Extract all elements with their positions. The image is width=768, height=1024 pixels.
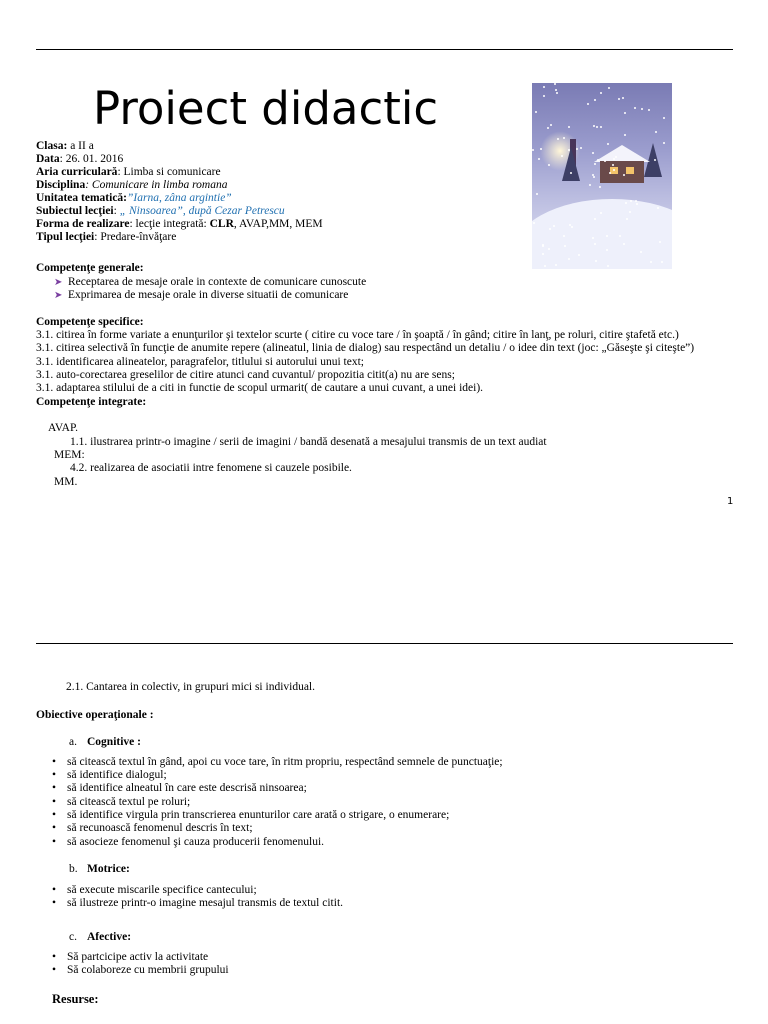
snowflake [595, 260, 597, 262]
snowflake [648, 109, 650, 111]
snowflake [659, 241, 661, 243]
competenta-generala-item: ➤ Receptarea de mesaje orale in contexte de comunicare cunoscute [54, 276, 367, 288]
resurse-heading: Resurse: [52, 992, 99, 1006]
snowflake [619, 235, 621, 237]
snowflake [533, 222, 535, 224]
snowflake [635, 200, 637, 202]
snowflake [618, 98, 620, 100]
snowflake [626, 218, 628, 220]
snowflake [589, 184, 591, 186]
snowflake [563, 235, 565, 237]
snowflake [650, 261, 652, 263]
snowflake [593, 125, 595, 127]
snowflake [624, 112, 626, 114]
cognitive-item: • să identifice dialogul; [52, 769, 167, 782]
motrice-letter: b. [69, 863, 78, 875]
cognitive-item: • să identifice virgula prin transcrierea enunturilor care arată o strigare, o enumerare; [52, 809, 449, 822]
mem-label: MEM: [54, 449, 85, 461]
snowflake [623, 243, 625, 245]
info-data: Data: 26. 01. 2016 [36, 153, 124, 165]
snowflake [629, 211, 631, 213]
motrice-item: • să ilustreze printr-o imagine mesajul transmis de textul citit. [52, 897, 343, 910]
snowflake [657, 207, 659, 209]
motrice-item: • să execute miscarile specifice cantecului; [52, 884, 257, 897]
snowflake [543, 86, 545, 88]
snowflake [564, 245, 566, 247]
snowflake [563, 137, 565, 139]
snowflake [571, 226, 573, 228]
snowflake [580, 147, 582, 149]
snowflake [661, 261, 663, 263]
info-unitatea: Unitatea tematică:”Iarna, zâna argintie” [36, 192, 232, 204]
competenta-specifica-item: 3.1. citirea selectivă în funcţie de anumite repere (alineatul, linia de dialog) sau respectând un detaliu / o idee din text (joc: „Găseşte şi citeşte”) [36, 342, 695, 354]
snowflake [568, 149, 570, 151]
obiective-heading: Obiective operaţionale : [36, 709, 154, 721]
snowflake [600, 212, 602, 214]
snowflake [556, 92, 558, 94]
competenta-specifica-item: 3.1. identificarea alineatelor, paragrafelor, titlului si autorului unui text; [36, 356, 364, 368]
snowflake [548, 164, 550, 166]
cognitive-item: • să citească textul în gând, apoi cu voce tare, în ritm propriu, respectând semnele de punctuaţie; [52, 756, 503, 769]
snowflake [612, 164, 614, 166]
info-subiectul: Subiectul lecţiei: „ Ninsoarea”, după Cezar Petrescu [36, 205, 285, 217]
snowflake [594, 99, 596, 101]
avap-item: 1.1. ilustrarea printr-o imagine / serii de imagini / bandă desenată a mesajului transmis de un text audiat [70, 436, 547, 448]
snowflake [594, 163, 596, 165]
snowflake [576, 148, 578, 150]
competenta-specifica-item: 3.1. adaptarea stilului de a citi in functie de scopul urmarit( de cautare a unui cuvant, a unei idei). [36, 382, 484, 394]
snowflake [606, 249, 608, 251]
snowflake [548, 248, 550, 250]
snowflake [593, 176, 595, 178]
cognitive-item: • să identifice alneatul în care este descrisă ninsoarea; [52, 782, 307, 795]
snowflake [594, 218, 596, 220]
competente-integrate-heading: Competenţe integrate: [36, 396, 147, 408]
lesson-info [36, 140, 516, 244]
snowflake [630, 200, 632, 202]
page-number: 1 [727, 496, 734, 507]
cognitive-item: • să citească textul pe roluri; [52, 796, 190, 809]
snowflake [604, 160, 606, 162]
snowflake [615, 156, 617, 158]
info-clasa: Clasa: a II a [36, 140, 94, 152]
snowflake [622, 97, 624, 99]
competente-generale-heading: Competenţe generale: [36, 262, 144, 274]
snowflake [607, 265, 609, 267]
snowflake [594, 243, 596, 245]
snowflake [609, 172, 611, 174]
snowflake [625, 202, 627, 204]
snowflake [640, 251, 642, 253]
snowflake [663, 142, 665, 144]
afective-letter: c. [69, 931, 77, 943]
snowflake [540, 148, 542, 150]
snowflake [596, 126, 598, 128]
snowflake [542, 253, 544, 255]
competenta-specifica-item: 3.1. citirea în forme variate a enunţurilor şi textelor scurte ( citire cu voce tare / în şoaptă / în gând; citire în lanţ, pe roluri, citire ştafetă etc.) [36, 329, 679, 341]
snowflake [542, 245, 544, 247]
snowflake [634, 107, 636, 109]
competenta-2-1: 2.1. Cantarea in colectiv, in grupuri mici si individual. [66, 681, 316, 693]
snowflake [544, 265, 546, 267]
snowflake [663, 117, 665, 119]
afective-heading: Afective: [87, 931, 132, 943]
snowflake [543, 95, 545, 97]
snowflake [624, 134, 626, 136]
info-disciplina: Disciplina: Comunicare in limba romana [36, 179, 228, 191]
snowflake [592, 174, 594, 176]
snowflake [578, 254, 580, 256]
snowflake [587, 103, 589, 105]
mem-item: 4.2. realizarea de asociatii intre fenomene si cauzele posibile. [70, 462, 352, 474]
snowflake [592, 237, 594, 239]
cognitive-item: • să asocieze fenomenul şi cauza producerii fenomenului. [52, 836, 324, 849]
mm-label: MM. [54, 476, 78, 488]
afective-item: • Să colaboreze cu membrii grupului [52, 964, 229, 977]
snowflake [654, 159, 656, 161]
snowflake [547, 127, 549, 129]
cognitive-heading: Cognitive : [87, 736, 141, 748]
snowflake [550, 124, 552, 126]
snowflake [600, 126, 602, 128]
snowflake [599, 186, 601, 188]
snowflake [555, 89, 557, 91]
snowflake [636, 203, 638, 205]
snowflake [536, 193, 538, 195]
snowflake [655, 131, 657, 133]
snowflake [568, 258, 570, 260]
arrow-bullet-icon: ➤ [54, 290, 63, 301]
snowflake [623, 174, 625, 176]
snowflake [613, 158, 615, 160]
info-tipul: Tipul lecţiei: Predare-învăţare [36, 231, 177, 243]
snowflake [570, 172, 572, 174]
page-break-rule [36, 643, 733, 644]
snowflake [641, 108, 643, 110]
snowflake [606, 235, 608, 237]
info-forma: Forma de realizare: lecţie integrată: CLR, AVAP,MM, MEM [36, 218, 323, 230]
competenta-generala-item: ➤ Exprimarea de mesaje orale in diverse situatii de comunicare [54, 289, 349, 301]
snowflake [561, 155, 563, 157]
cognitive-letter: a. [69, 736, 77, 748]
motrice-heading: Motrice: [87, 863, 130, 875]
page-title: Proiect didactic [93, 82, 439, 135]
snowflake [568, 126, 570, 128]
snowflake [549, 228, 551, 230]
snowflake [608, 87, 610, 89]
snowflake [532, 149, 534, 151]
snowflake [538, 158, 540, 160]
arrow-bullet-icon: ➤ [54, 277, 63, 288]
snowflake [569, 224, 571, 226]
cognitive-item: • să recunoască fenomenul descris în text; [52, 822, 253, 835]
snowflake [555, 264, 557, 266]
snowflake [557, 138, 559, 140]
snowflake [607, 143, 609, 145]
snowflake [613, 169, 615, 171]
competente-specifice-heading: Competenţe specifice: [36, 316, 144, 328]
snowflake [553, 225, 555, 227]
afective-item: • Să partcicipe activ la activitate [52, 951, 208, 964]
snowflake [554, 83, 556, 85]
winter-illustration [532, 83, 672, 269]
snowflake [597, 159, 599, 161]
snowflake [592, 152, 594, 154]
avap-label: AVAP. [48, 422, 78, 434]
page-top-rule [36, 49, 733, 50]
snowflake [600, 92, 602, 94]
info-aria: Aria curriculară: Limba si comunicare [36, 166, 221, 178]
competenta-specifica-item: 3.1. auto-corectarea greselilor de citire atunci cand cuvantul/ propozitia citit(a) nu are sens; [36, 369, 455, 381]
snowflake [535, 111, 537, 113]
